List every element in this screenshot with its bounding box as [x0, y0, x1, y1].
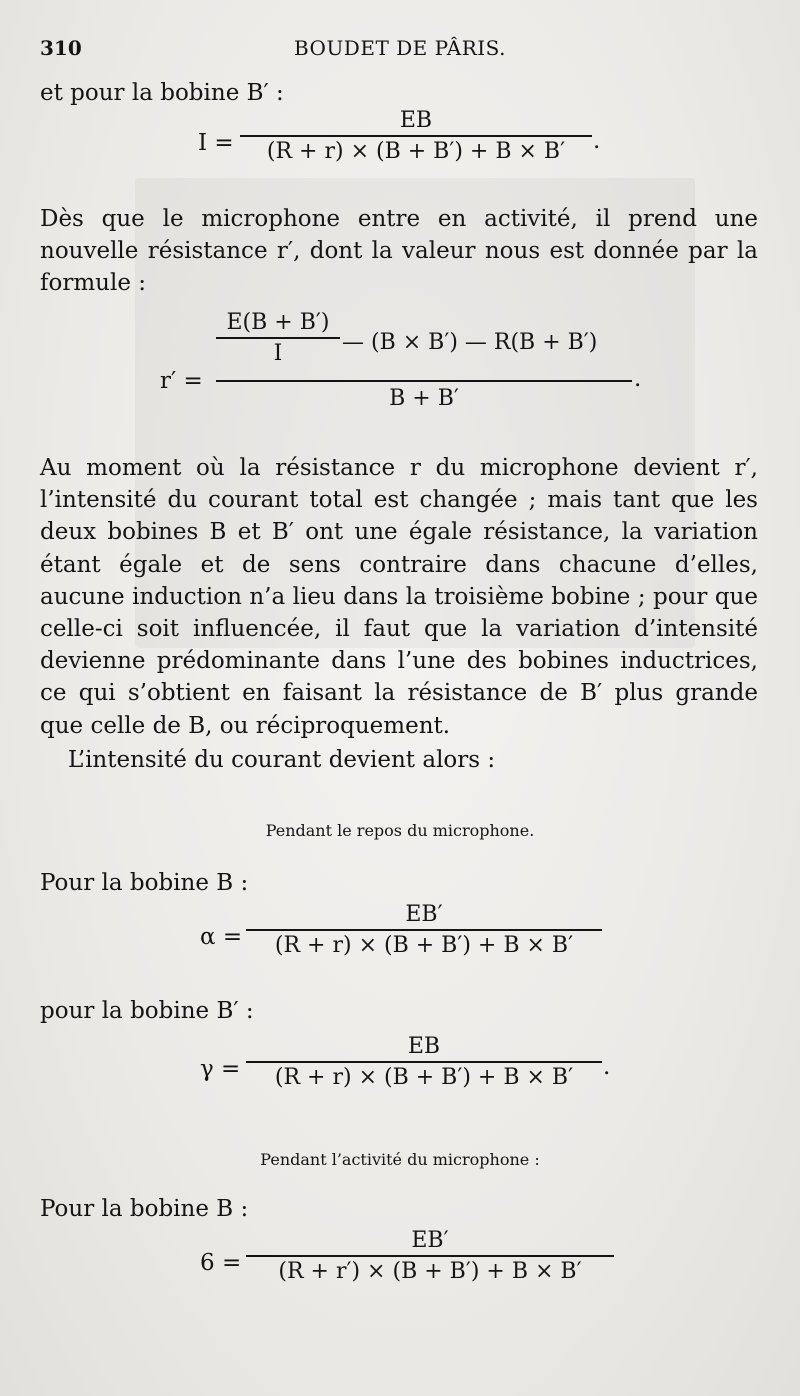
heading-repos: Pendant le repos du microphone.	[265, 821, 535, 840]
equation-beta-fraction	[246, 1228, 614, 1284]
equation-beta-numerator: EB′	[411, 1228, 449, 1253]
page-header	[40, 36, 760, 66]
equation-gamma-numerator: EB	[407, 1034, 441, 1059]
equation-1-end: .	[593, 128, 601, 154]
equation-2-inner-fraction	[216, 310, 340, 366]
intro-line: et pour la bobine B′ :	[40, 80, 284, 106]
paragraph-intensite: L’intensité du courant devient alors :	[68, 747, 496, 773]
equation-2-numerator-rest: — (B × B′) — R(B + B′)	[342, 330, 598, 355]
fraction-bar	[216, 380, 632, 382]
label-bobine-b-prime: pour la bobine B′ :	[40, 998, 254, 1024]
paragraph-variation: Au moment où la résistance r du microphone devient r′, l’intensité du courant total est changée ; mais tant que les deux bobines B et B′ ont une égale résistance, la variation étant égale et de sens contraire dans chacune d’elles, aucune induction n’a lieu dans la troisième bobine ; pour que celle-ci soit influencée, il faut que la variation d’intensité devienne prédominante dans l’une des bobines inductrices, ce qui s’obtient en faisant la résistance de B′ plus grande que celle de B, ou réciproquement.	[40, 455, 758, 739]
equation-beta-denominator: (R + r′) × (B + B′) + B × B′	[278, 1259, 582, 1284]
equation-1-denominator: (R + r) × (B + B′) + B × B′	[266, 139, 566, 164]
label-bobine-b-activite: Pour la bobine B :	[40, 1196, 249, 1222]
equation-gamma-fraction	[246, 1034, 602, 1090]
equation-2-end: .	[634, 366, 642, 392]
equation-alpha-denominator: (R + r) × (B + B′) + B × B′	[274, 933, 574, 958]
equation-gamma-lhs: γ =	[200, 1056, 241, 1082]
running-title: BOUDET DE PÂRIS.	[293, 36, 506, 60]
heading-activite: Pendant l’activité du microphone :	[260, 1150, 540, 1169]
paragraph-resistance: Dès que le microphone entre en activité, il prend une nouvelle résistance r′, dont la valeur nous est donnée par la formule :	[40, 206, 758, 297]
equation-alpha-numerator: EB′	[405, 902, 443, 927]
equation-gamma-end: .	[603, 1054, 611, 1080]
equation-1-lhs: I =	[198, 130, 234, 156]
equation-2-fraction	[216, 306, 632, 422]
page-number: 310	[40, 36, 82, 60]
equation-2-inner-denominator: I	[273, 341, 283, 366]
equation-alpha-fraction	[246, 902, 602, 958]
equation-beta-lhs: 6 =	[200, 1250, 242, 1276]
equation-2-lhs: r′ =	[160, 368, 203, 394]
label-bobine-b: Pour la bobine B :	[40, 870, 249, 896]
equation-alpha-lhs: α =	[200, 924, 243, 950]
equation-2-denominator: B + B′	[389, 386, 459, 411]
equation-1-numerator: EB	[399, 108, 433, 133]
equation-1-fraction	[240, 108, 592, 164]
equation-2-inner-numerator: E(B + B′)	[226, 310, 330, 335]
equation-gamma-denominator: (R + r) × (B + B′) + B × B′	[274, 1065, 574, 1090]
